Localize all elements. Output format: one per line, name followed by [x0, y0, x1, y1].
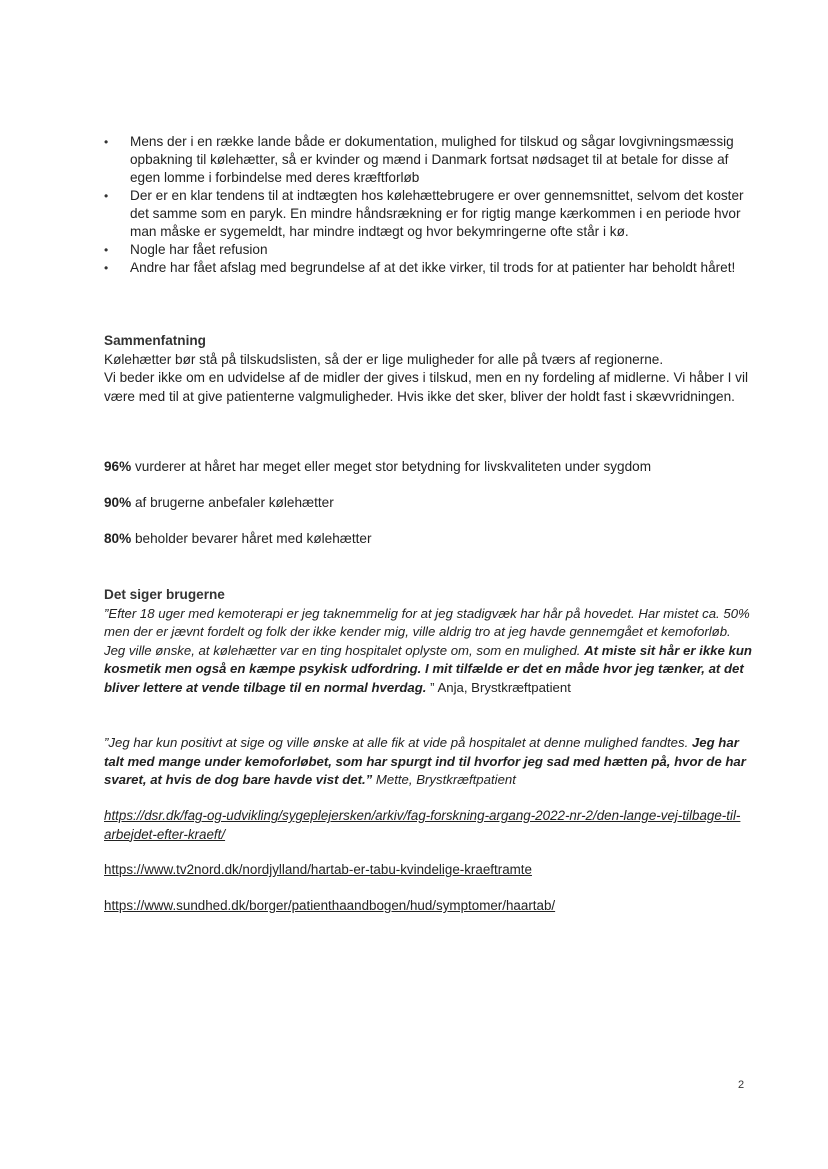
summary-line-1: Kølehætter bør stå på tilskudslisten, så der er lige muligheder for alle på tværs af regionerne.: [104, 351, 664, 367]
bullet-icon: •: [104, 135, 109, 149]
list-item: • Mens der i en række lande både er dokumentation, mulighed for tilskud og sågar lovgivningsmæssig opbakning til kølehætter, så er kvinder og mænd i Danmark fortsat nødsaget til at betale for disse af egen lomme i forbindelse med deres kræftforløb: [104, 134, 734, 185]
stat-80: 80% beholder bevarer håret med kølehætter: [104, 531, 372, 546]
stat-90: 90% af brugerne anbefaler kølehætter: [104, 495, 334, 510]
list-item: • Der er en klar tendens til at indtægten hos kølehættebrugere er over gennemsnittet, selvom det koster det samme som en paryk. En mindre håndsrækning er for rigtig mange kærkommen i en periode hvor man måske er sygemeldt, har mindre indtægt og hvor bekymringerne ofte står i kø.: [104, 188, 744, 239]
quote-mette: ”Jeg har kun positivt at sige og ville ønske at alle fik at vide på hospitalet at denne mulighed fandtes. Jeg har talt med mange under kemoforløbet, som har spurgt ind til hvorfor jeg sad med hætten på, hvor de har svaret, at hvis de dog bare havde vist det.” Mette, Brystkræftpatient: [104, 735, 746, 787]
link-tv2nord[interactable]: https://www.tv2nord.dk/nordjylland/hartab-er-tabu-kvindelige-kraeftramte: [104, 862, 532, 877]
quote-anja: ”Efter 18 uger med kemoterapi er jeg taknemmelig for at jeg stadigvæk har hår på hovedet. Har mistet ca. 50% men der er jævnt fordelt og folk der ikke kender mig, ville aldrig tro at jeg havde gennemgået et kemoforløb. Jeg ville ønske, at kølehætter var en ting hospitalet oplyste om, som en mulighed. At miste sit hår er ikke kun kosmetik men også en kæmpe psykisk udfordring. I mit tilfælde er det en måde hvor jeg tænker, at det bliver lettere at vende tilbage til en normal hverdag. ” Anja, Brystkræftpatient: [104, 605, 752, 695]
summary-heading: Sammenfatning: [104, 333, 206, 348]
stat-96: 96% vurderer at håret har meget eller meget stor betydning for livskvaliteten under sygdom: [104, 459, 652, 474]
page-number: 2: [738, 1079, 745, 1091]
user-quotes-section: [104, 586, 754, 697]
link-sundhed[interactable]: https://www.sundhed.dk/borger/patienthaandbogen/hud/symptomer/haartab/: [104, 898, 556, 913]
bullet-list: [104, 133, 754, 277]
summary-line-2: Vi beder ikke om en udvidelse af de midler der gives i tilskud, men en ny fordeling af midlerne. Vi håber I vil være med til at give patienterne valgmuligheder. Hvis ikke det sker, bliver der holdt fast i skævvridningen.: [104, 370, 749, 404]
link-dsr[interactable]: https://dsr.dk/fag-og-udvikling/sygeplejersken/arkiv/fag-forskning-argang-2022-nr-2/den-lange-vej-tilbage-til-arbejdet-efter-kraeft/: [104, 808, 741, 842]
summary-section: [104, 332, 754, 406]
bullet-icon: •: [104, 261, 109, 275]
list-item: • Andre har fået afslag med begrundelse af at det ikke virker, til trods for at patienter har beholdt håret!: [104, 260, 736, 275]
bullet-icon: •: [104, 189, 109, 203]
user-quotes-heading: Det siger brugerne: [104, 587, 225, 602]
list-item: • Nogle har fået refusion: [104, 242, 268, 257]
bullet-icon: •: [104, 243, 109, 257]
